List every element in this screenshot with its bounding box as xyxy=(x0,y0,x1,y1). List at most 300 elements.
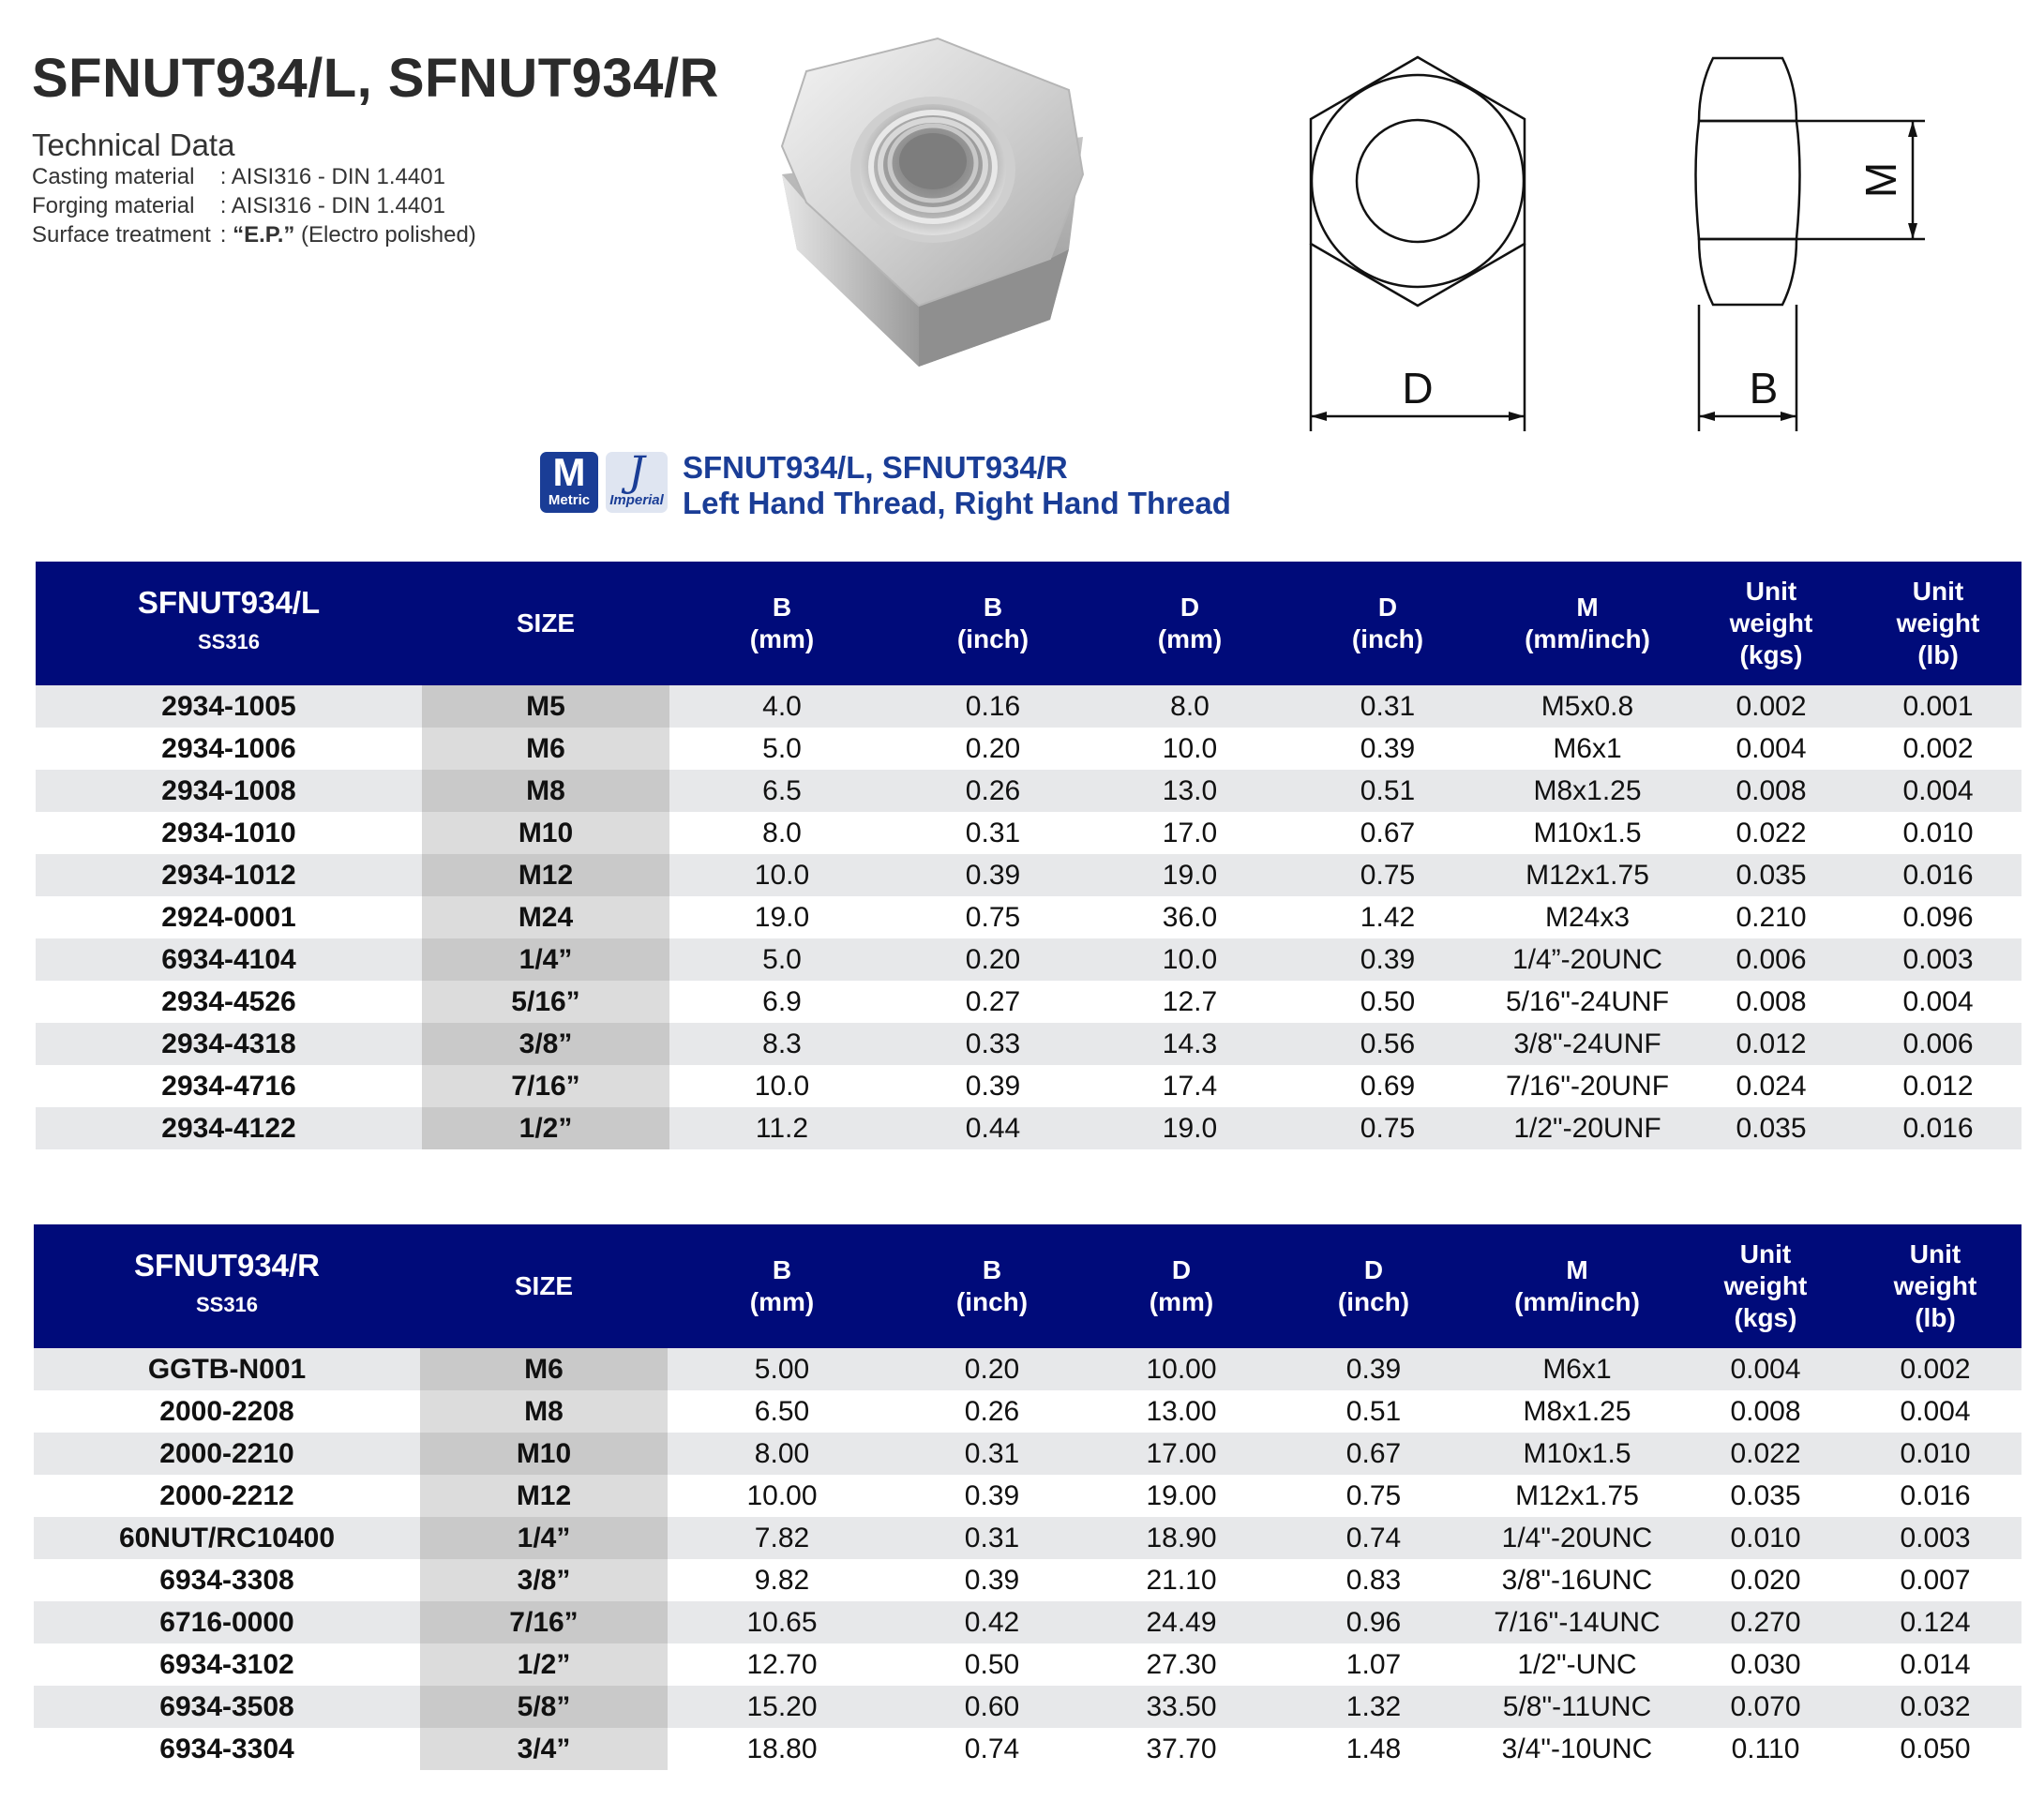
cell-weight-lb: 0.004 xyxy=(1855,981,2021,1023)
cell-size: M5 xyxy=(422,685,669,728)
table-row xyxy=(34,1686,2021,1728)
cell-d-mm: 27.30 xyxy=(1088,1643,1275,1686)
cell-part-number: 2934-4716 xyxy=(36,1065,422,1107)
header-d-inch xyxy=(1288,562,1487,685)
table-row xyxy=(34,1390,2021,1433)
technical-data-heading: Technical Data xyxy=(32,128,235,162)
table-row xyxy=(36,1023,2021,1065)
header-size xyxy=(422,562,669,685)
header-line: M xyxy=(1576,593,1599,622)
cell-b-inch: 0.31 xyxy=(894,812,1091,854)
cell-thread-m: M5x0.8 xyxy=(1487,685,1688,728)
cell-d-mm: 17.0 xyxy=(1091,812,1288,854)
table-header-row xyxy=(36,562,2021,685)
header-d-mm xyxy=(1091,562,1288,685)
cell-weight-lb: 0.003 xyxy=(1849,1517,2021,1559)
cell-thread-m: 5/16"-24UNF xyxy=(1487,981,1688,1023)
cell-weight-kgs: 0.004 xyxy=(1682,1348,1849,1390)
cell-d-mm: 21.10 xyxy=(1088,1559,1275,1601)
table-row xyxy=(36,896,2021,938)
header-line: B xyxy=(983,593,1003,622)
technical-data-key: Casting material xyxy=(32,164,195,189)
cell-part-number: 2934-1006 xyxy=(36,728,422,770)
cell-weight-kgs: 0.008 xyxy=(1688,770,1855,812)
cell-d-inch: 0.51 xyxy=(1275,1390,1472,1433)
cell-weight-kgs: 0.008 xyxy=(1682,1390,1849,1433)
cell-b-inch: 0.42 xyxy=(896,1601,1088,1643)
header-line: (mm) xyxy=(749,1287,815,1316)
cell-b-inch: 0.44 xyxy=(894,1107,1091,1149)
cell-b-inch: 0.74 xyxy=(896,1728,1088,1770)
cell-weight-lb: 0.010 xyxy=(1855,812,2021,854)
cell-weight-kgs: 0.020 xyxy=(1682,1559,1849,1601)
cell-part-number: 2000-2212 xyxy=(34,1475,420,1517)
cell-d-inch: 1.42 xyxy=(1288,896,1487,938)
spec-table-right xyxy=(34,1224,2021,1770)
cell-size: M10 xyxy=(420,1433,668,1475)
cell-b-mm: 9.82 xyxy=(668,1559,896,1601)
cell-b-inch: 0.20 xyxy=(896,1348,1088,1390)
cell-d-inch: 0.75 xyxy=(1288,1107,1487,1149)
cell-thread-m: M10x1.5 xyxy=(1472,1433,1682,1475)
cell-weight-lb: 0.032 xyxy=(1849,1686,2021,1728)
cell-weight-kgs: 0.270 xyxy=(1682,1601,1849,1643)
cell-part-number: 2000-2210 xyxy=(34,1433,420,1475)
header-size-label: SIZE xyxy=(516,608,576,638)
cell-size: 5/8” xyxy=(420,1686,668,1728)
metric-badge xyxy=(540,452,598,513)
cell-thread-m: M12x1.75 xyxy=(1472,1475,1682,1517)
technical-data-value xyxy=(220,191,476,220)
cell-b-mm: 6.9 xyxy=(669,981,894,1023)
cell-weight-lb: 0.012 xyxy=(1855,1065,2021,1107)
table-row xyxy=(36,854,2021,896)
cell-d-inch: 0.75 xyxy=(1275,1475,1472,1517)
header-line: (mm) xyxy=(1149,1287,1214,1316)
cell-d-inch: 0.39 xyxy=(1288,728,1487,770)
hex-nut-photo xyxy=(769,34,1097,371)
technical-data-row xyxy=(32,162,476,191)
header-line: Unit xyxy=(1912,577,1964,606)
cell-b-inch: 0.39 xyxy=(896,1559,1088,1601)
separator: : xyxy=(219,164,227,189)
cell-weight-kgs: 0.002 xyxy=(1688,685,1855,728)
subtitle-models: SFNUT934/L, SFNUT934/R xyxy=(683,450,1068,485)
header-m xyxy=(1487,562,1688,685)
cell-b-mm: 5.0 xyxy=(669,938,894,981)
technical-data-value xyxy=(220,220,476,249)
cell-thread-m: 3/8"-16UNC xyxy=(1472,1559,1682,1601)
table-body xyxy=(34,1348,2021,1770)
cell-d-inch: 0.74 xyxy=(1275,1517,1472,1559)
cell-b-inch: 0.20 xyxy=(894,938,1091,981)
cell-weight-lb: 0.002 xyxy=(1849,1348,2021,1390)
header-line: (inch) xyxy=(956,624,1030,653)
page-title: SFNUT934/L, SFNUT934/R xyxy=(32,48,719,109)
forging-material-value: AISI316 - DIN 1.4401 xyxy=(231,193,445,218)
metric-badge-label: Metric xyxy=(548,492,591,508)
header-line: (mm) xyxy=(1157,624,1223,653)
cell-d-mm: 19.0 xyxy=(1091,1107,1288,1149)
dimension-label-m: M xyxy=(1856,161,1906,199)
header-line: D xyxy=(1171,1255,1192,1284)
header-b-inch xyxy=(894,562,1091,685)
header-line: B xyxy=(982,1255,1002,1284)
cell-thread-m: 1/2"-UNC xyxy=(1472,1643,1682,1686)
cell-weight-kgs: 0.012 xyxy=(1688,1023,1855,1065)
cell-d-inch: 0.51 xyxy=(1288,770,1487,812)
table-row xyxy=(34,1728,2021,1770)
header-line: B xyxy=(772,593,792,622)
header-weight-kgs xyxy=(1688,562,1855,685)
cell-d-inch: 0.67 xyxy=(1288,812,1487,854)
dimension-label-b: B xyxy=(1749,364,1779,413)
header-size xyxy=(420,1224,668,1348)
cell-d-mm: 19.00 xyxy=(1088,1475,1275,1517)
cell-b-mm: 7.82 xyxy=(668,1517,896,1559)
cell-part-number: 2934-1010 xyxy=(36,812,422,854)
cell-b-inch: 0.16 xyxy=(894,685,1091,728)
header-model xyxy=(36,562,422,685)
cell-b-mm: 15.20 xyxy=(668,1686,896,1728)
cell-size: 5/16” xyxy=(422,981,669,1023)
cell-d-inch: 0.96 xyxy=(1275,1601,1472,1643)
header-line: D xyxy=(1363,1255,1384,1284)
header-m xyxy=(1472,1224,1682,1348)
cell-size: M12 xyxy=(420,1475,668,1517)
cell-thread-m: 5/8"-11UNC xyxy=(1472,1686,1682,1728)
cell-thread-m: M12x1.75 xyxy=(1487,854,1688,896)
cell-d-inch: 0.75 xyxy=(1288,854,1487,896)
cell-thread-m: 1/2"-20UNF xyxy=(1487,1107,1688,1149)
header-line: (kgs) xyxy=(1734,1303,1797,1332)
header-line: (inch) xyxy=(1337,1287,1410,1316)
technical-data-row xyxy=(32,220,476,249)
technical-data-value xyxy=(220,162,476,191)
cell-weight-kgs: 0.022 xyxy=(1688,812,1855,854)
cell-part-number: 2934-1005 xyxy=(36,685,422,728)
metric-badge-letter: M xyxy=(552,450,586,494)
header-line: B xyxy=(772,1255,792,1284)
table-row xyxy=(36,1107,2021,1149)
cell-size: M10 xyxy=(422,812,669,854)
cell-d-mm: 19.0 xyxy=(1091,854,1288,896)
cell-part-number: 2934-1008 xyxy=(36,770,422,812)
header-line: (mm/inch) xyxy=(1514,1287,1640,1316)
cell-weight-kgs: 0.024 xyxy=(1688,1065,1855,1107)
header-line: Unit xyxy=(1745,577,1797,606)
header-line: D xyxy=(1180,593,1200,622)
header-line: weight xyxy=(1729,608,1813,638)
header-line: weight xyxy=(1723,1271,1808,1300)
subtitle-thread: Left Hand Thread, Right Hand Thread xyxy=(683,486,1231,520)
cell-part-number: 2924-0001 xyxy=(36,896,422,938)
cell-part-number: 6716-0000 xyxy=(34,1601,420,1643)
cell-d-inch: 0.56 xyxy=(1288,1023,1487,1065)
cell-d-mm: 10.00 xyxy=(1088,1348,1275,1390)
surface-treatment-code: “E.P.” xyxy=(233,222,295,248)
cell-size: 1/4” xyxy=(420,1517,668,1559)
header-line: D xyxy=(1377,593,1398,622)
cell-thread-m: 7/16"-14UNC xyxy=(1472,1601,1682,1643)
table-row xyxy=(34,1559,2021,1601)
cell-size: 1/4” xyxy=(422,938,669,981)
cell-thread-m: M6x1 xyxy=(1472,1348,1682,1390)
cell-thread-m: M8x1.25 xyxy=(1472,1390,1682,1433)
cell-thread-m: 7/16"-20UNF xyxy=(1487,1065,1688,1107)
cell-weight-lb: 0.002 xyxy=(1855,728,2021,770)
cell-b-mm: 19.0 xyxy=(669,896,894,938)
cell-weight-kgs: 0.022 xyxy=(1682,1433,1849,1475)
cell-d-inch: 1.32 xyxy=(1275,1686,1472,1728)
cell-weight-lb: 0.003 xyxy=(1855,938,2021,981)
cell-weight-kgs: 0.110 xyxy=(1682,1728,1849,1770)
cell-weight-kgs: 0.035 xyxy=(1682,1475,1849,1517)
cell-part-number: 60NUT/RC10400 xyxy=(34,1517,420,1559)
cell-part-number: 6934-3508 xyxy=(34,1686,420,1728)
cell-d-inch: 0.67 xyxy=(1275,1433,1472,1475)
cell-thread-m: M24x3 xyxy=(1487,896,1688,938)
cell-part-number: 6934-3304 xyxy=(34,1728,420,1770)
header-model xyxy=(34,1224,420,1348)
cell-part-number: 6934-4104 xyxy=(36,938,422,981)
cell-b-mm: 6.5 xyxy=(669,770,894,812)
cell-size: 7/16” xyxy=(420,1601,668,1643)
cell-weight-lb: 0.016 xyxy=(1855,1107,2021,1149)
casting-material-value: AISI316 - DIN 1.4401 xyxy=(231,164,445,189)
cell-d-mm: 36.0 xyxy=(1091,896,1288,938)
cell-b-mm: 10.00 xyxy=(668,1475,896,1517)
table-row xyxy=(36,1065,2021,1107)
model-name: SFNUT934/R xyxy=(133,1248,321,1283)
header-line: (lb) xyxy=(1915,1303,1956,1332)
cell-weight-lb: 0.016 xyxy=(1849,1475,2021,1517)
cell-d-mm: 13.00 xyxy=(1088,1390,1275,1433)
table-row xyxy=(34,1517,2021,1559)
cell-size: 1/2” xyxy=(422,1107,669,1149)
header-line: (mm) xyxy=(749,624,815,653)
cell-b-mm: 8.3 xyxy=(669,1023,894,1065)
cell-b-inch: 0.26 xyxy=(896,1390,1088,1433)
table-row xyxy=(36,728,2021,770)
cell-b-inch: 0.50 xyxy=(896,1643,1088,1686)
table-row xyxy=(34,1601,2021,1643)
cell-b-inch: 0.39 xyxy=(896,1475,1088,1517)
cell-thread-m: 3/8"-24UNF xyxy=(1487,1023,1688,1065)
cell-b-mm: 10.0 xyxy=(669,1065,894,1107)
dimension-label-d: D xyxy=(1402,364,1434,413)
table-row xyxy=(34,1643,2021,1686)
cell-thread-m: M8x1.25 xyxy=(1487,770,1688,812)
cell-b-mm: 5.0 xyxy=(669,728,894,770)
cell-b-inch: 0.26 xyxy=(894,770,1091,812)
table-header-row xyxy=(34,1224,2021,1348)
cell-size: M8 xyxy=(422,770,669,812)
technical-data-row xyxy=(32,191,476,220)
cell-part-number: 2934-4122 xyxy=(36,1107,422,1149)
model-name: SFNUT934/L xyxy=(137,585,321,620)
cell-weight-kgs: 0.210 xyxy=(1688,896,1855,938)
header-line: weight xyxy=(1893,1271,1977,1300)
cell-weight-lb: 0.004 xyxy=(1855,770,2021,812)
cell-b-inch: 0.20 xyxy=(894,728,1091,770)
material-name: SS316 xyxy=(197,630,261,653)
table-row xyxy=(34,1475,2021,1517)
cell-d-inch: 1.07 xyxy=(1275,1643,1472,1686)
table-row xyxy=(34,1348,2021,1390)
cell-weight-kgs: 0.030 xyxy=(1682,1643,1849,1686)
cell-size: 3/8” xyxy=(422,1023,669,1065)
header-weight-lb xyxy=(1855,562,2021,685)
cell-size: M12 xyxy=(422,854,669,896)
cell-b-mm: 11.2 xyxy=(669,1107,894,1149)
cell-b-mm: 12.70 xyxy=(668,1643,896,1686)
header-line: (inch) xyxy=(1351,624,1424,653)
cell-d-mm: 14.3 xyxy=(1091,1023,1288,1065)
cell-thread-m: M10x1.5 xyxy=(1487,812,1688,854)
cell-thread-m: 3/4"-10UNC xyxy=(1472,1728,1682,1770)
cell-b-inch: 0.39 xyxy=(894,1065,1091,1107)
cell-weight-lb: 0.016 xyxy=(1855,854,2021,896)
surface-treatment-desc: (Electro polished) xyxy=(294,222,476,248)
cell-weight-kgs: 0.035 xyxy=(1688,1107,1855,1149)
header-line: (kgs) xyxy=(1739,640,1803,669)
technical-data-list xyxy=(32,162,476,249)
technical-data-key: Surface treatment xyxy=(32,222,211,248)
cell-size: 7/16” xyxy=(422,1065,669,1107)
header-line: (inch) xyxy=(955,1287,1029,1316)
cell-b-mm: 8.0 xyxy=(669,812,894,854)
cell-part-number: 6934-3308 xyxy=(34,1559,420,1601)
imperial-badge-letter: J xyxy=(628,448,645,496)
cell-b-mm: 10.65 xyxy=(668,1601,896,1643)
header-weight-lb xyxy=(1849,1224,2021,1348)
cell-size: M8 xyxy=(420,1390,668,1433)
table-row xyxy=(36,981,2021,1023)
header-size-label: SIZE xyxy=(514,1271,574,1300)
cell-part-number: 2934-4318 xyxy=(36,1023,422,1065)
cell-weight-lb: 0.010 xyxy=(1849,1433,2021,1475)
cell-d-inch: 1.48 xyxy=(1275,1728,1472,1770)
cell-weight-kgs: 0.010 xyxy=(1682,1517,1849,1559)
cell-b-mm: 5.00 xyxy=(668,1348,896,1390)
cell-d-mm: 18.90 xyxy=(1088,1517,1275,1559)
cell-weight-kgs: 0.070 xyxy=(1682,1686,1849,1728)
cell-b-inch: 0.33 xyxy=(894,1023,1091,1065)
header-line: weight xyxy=(1896,608,1980,638)
header-b-inch xyxy=(896,1224,1088,1348)
separator: : xyxy=(219,222,227,248)
cell-b-inch: 0.27 xyxy=(894,981,1091,1023)
imperial-badge xyxy=(606,448,668,513)
material-name: SS316 xyxy=(195,1293,259,1316)
cell-b-inch: 0.75 xyxy=(894,896,1091,938)
cell-b-mm: 6.50 xyxy=(668,1390,896,1433)
cell-size: M6 xyxy=(422,728,669,770)
cell-weight-kgs: 0.008 xyxy=(1688,981,1855,1023)
cell-d-inch: 0.83 xyxy=(1275,1559,1472,1601)
table-body xyxy=(36,685,2021,1149)
cell-d-mm: 24.49 xyxy=(1088,1601,1275,1643)
cell-weight-lb: 0.096 xyxy=(1855,896,2021,938)
header-d-mm xyxy=(1088,1224,1275,1348)
cell-size: M6 xyxy=(420,1348,668,1390)
cell-b-inch: 0.31 xyxy=(896,1517,1088,1559)
cell-size: 1/2” xyxy=(420,1643,668,1686)
cell-b-inch: 0.39 xyxy=(894,854,1091,896)
cell-size: M24 xyxy=(422,896,669,938)
table-row xyxy=(34,1433,2021,1475)
cell-weight-lb: 0.007 xyxy=(1849,1559,2021,1601)
cell-b-mm: 8.00 xyxy=(668,1433,896,1475)
cell-thread-m: 1/4"-20UNC xyxy=(1472,1517,1682,1559)
cell-weight-lb: 0.006 xyxy=(1855,1023,2021,1065)
cell-size: 3/8” xyxy=(420,1559,668,1601)
cell-d-mm: 10.0 xyxy=(1091,938,1288,981)
header-line: M xyxy=(1566,1255,1588,1284)
cell-thread-m: 1/4”-20UNC xyxy=(1487,938,1688,981)
header-b-mm xyxy=(668,1224,896,1348)
table-row xyxy=(36,770,2021,812)
cell-weight-kgs: 0.006 xyxy=(1688,938,1855,981)
cell-weight-lb: 0.050 xyxy=(1849,1728,2021,1770)
cell-d-mm: 8.0 xyxy=(1091,685,1288,728)
cell-part-number: GGTB-N001 xyxy=(34,1348,420,1390)
header-weight-kgs xyxy=(1682,1224,1849,1348)
cell-weight-kgs: 0.035 xyxy=(1688,854,1855,896)
cell-d-mm: 10.0 xyxy=(1091,728,1288,770)
imperial-badge-label: Imperial xyxy=(609,492,664,508)
cell-b-inch: 0.60 xyxy=(896,1686,1088,1728)
header-d-inch xyxy=(1275,1224,1472,1348)
cell-size: 3/4” xyxy=(420,1728,668,1770)
cell-part-number: 2934-1012 xyxy=(36,854,422,896)
technical-data-key: Forging material xyxy=(32,193,195,218)
cell-part-number: 2934-4526 xyxy=(36,981,422,1023)
cell-d-inch: 0.39 xyxy=(1288,938,1487,981)
cell-b-mm: 4.0 xyxy=(669,685,894,728)
cell-d-mm: 37.70 xyxy=(1088,1728,1275,1770)
header-line: Unit xyxy=(1739,1239,1792,1268)
cell-d-mm: 13.0 xyxy=(1091,770,1288,812)
cell-part-number: 2000-2208 xyxy=(34,1390,420,1433)
separator: : xyxy=(219,193,227,218)
cell-thread-m: M6x1 xyxy=(1487,728,1688,770)
spec-table-left xyxy=(36,562,2021,1149)
header-line: (mm/inch) xyxy=(1525,624,1650,653)
cell-weight-kgs: 0.004 xyxy=(1688,728,1855,770)
cell-d-inch: 0.69 xyxy=(1288,1065,1487,1107)
cell-weight-lb: 0.014 xyxy=(1849,1643,2021,1686)
cell-d-mm: 12.7 xyxy=(1091,981,1288,1023)
header-line: (lb) xyxy=(1917,640,1959,669)
header-line: Unit xyxy=(1909,1239,1961,1268)
cell-b-mm: 10.0 xyxy=(669,854,894,896)
cell-b-inch: 0.31 xyxy=(896,1433,1088,1475)
dimension-drawing xyxy=(1299,47,1955,441)
table-row xyxy=(36,685,2021,728)
cell-d-mm: 33.50 xyxy=(1088,1686,1275,1728)
cell-weight-lb: 0.001 xyxy=(1855,685,2021,728)
cell-part-number: 6934-3102 xyxy=(34,1643,420,1686)
table-row xyxy=(36,938,2021,981)
cell-d-inch: 0.39 xyxy=(1275,1348,1472,1390)
cell-d-mm: 17.4 xyxy=(1091,1065,1288,1107)
header-b-mm xyxy=(669,562,894,685)
cell-weight-lb: 0.004 xyxy=(1849,1390,2021,1433)
cell-weight-lb: 0.124 xyxy=(1849,1601,2021,1643)
cell-b-mm: 18.80 xyxy=(668,1728,896,1770)
